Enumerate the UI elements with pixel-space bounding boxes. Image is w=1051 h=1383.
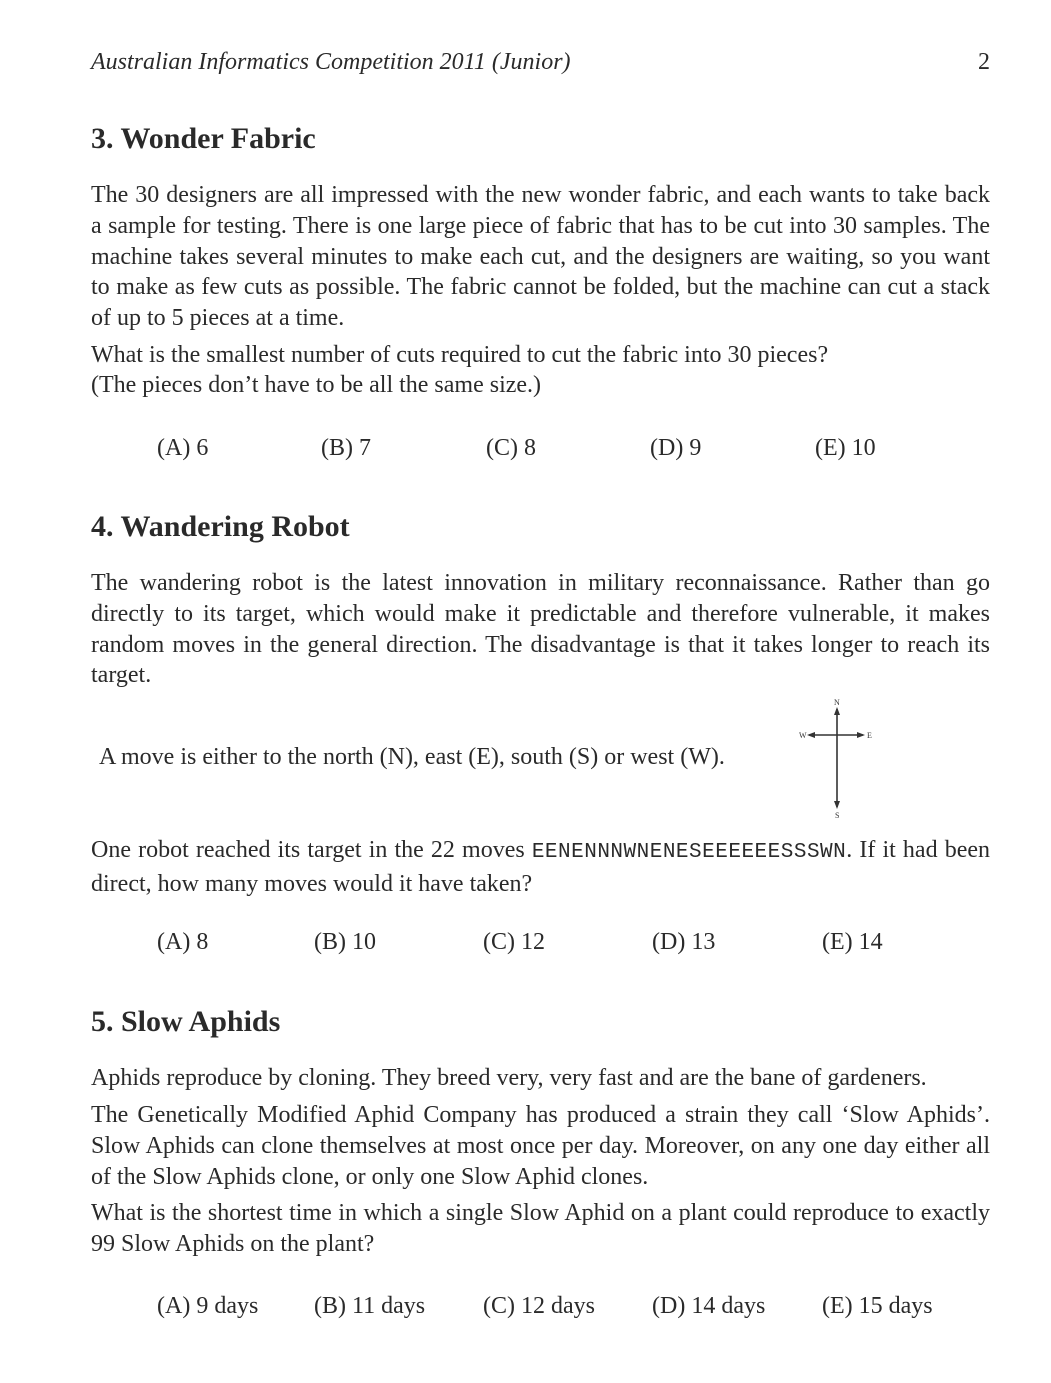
q4-question: [91, 835, 990, 900]
q5-paragraph-2: The Genetically Modified Aphid Company has produced a strain they call ‘Slow Aphids’. Slow Aphids can clone themselves at most once per day. Moreover, on any one day either all of the Slow Aphids clone, or only one Slow Aphid clones.: [91, 1102, 990, 1190]
q3-question-line1: What is the smallest number of cuts required to cut the fabric into 30 pieces?: [91, 342, 829, 368]
header-title: Australian Informatics Competition 2011 (Junior): [91, 49, 571, 75]
q3-option-c: (C) 8: [486, 435, 536, 461]
q4-option-a: (A) 8: [157, 929, 209, 955]
q4-question-pre: One robot reached its target in the 22 moves: [91, 837, 532, 863]
q5-paragraph-3: What is the shortest time in which a single Slow Aphid on a plant could reproduce to exactly 99 Slow Aphids on the plant?: [91, 1200, 990, 1257]
q4-options: [91, 927, 990, 957]
q4-option-b: (B) 10: [314, 929, 376, 955]
q4-option-d: (D) 13: [652, 929, 716, 955]
q3-paragraph: The 30 designers are all impressed with the new wonder fabric, and each wants to take back a sample for testing. There is one large piece of fabric that has to be cut into 30 samples. The machine takes several minutes to make each cut, and the designers are waiting, so you want to make as few cuts as possible. The fabric cannot be folded, but the machine can cut a stack of up to 5 pieces at a time.: [91, 182, 990, 332]
q5-option-e: (E) 15 days: [822, 1293, 933, 1319]
q3-option-e: (E) 10: [815, 435, 876, 461]
q3-option-d: (D) 9: [650, 435, 702, 461]
compass-label-s: S: [835, 811, 840, 820]
q5-option-d: (D) 14 days: [652, 1293, 766, 1319]
q5-option-c: (C) 12 days: [483, 1293, 595, 1319]
q5-options: [91, 1291, 990, 1321]
q4-option-e: (E) 14: [822, 929, 883, 955]
q4-question-post: . If it had been direct, how many moves would it have taken?: [91, 837, 990, 897]
q3-option-a: (A) 6: [157, 435, 209, 461]
q3-options: [91, 433, 990, 463]
q4-option-c: (C) 12: [483, 929, 545, 955]
running-header: [91, 46, 990, 78]
compass-label-n: N: [834, 698, 840, 707]
q4-move-text: A move is either to the north (N), east (E), south (S) or west (W).: [99, 744, 725, 770]
q4-move-sequence: EENENNNWNENESEEEEEESSSWN: [531, 841, 847, 864]
q4-heading: 4. Wandering Robot: [91, 510, 350, 543]
q5-option-b: (B) 11 days: [314, 1293, 426, 1319]
q5-heading: 5. Slow Aphids: [91, 1005, 281, 1038]
compass-cross: [807, 707, 865, 809]
compass-label-e: E: [867, 731, 872, 740]
q3-heading: 3. Wonder Fabric: [91, 122, 316, 155]
q5-paragraph-1: Aphids reproduce by cloning. They breed very, very fast and are the bane of gardeners.: [91, 1065, 927, 1091]
page-number: 2: [978, 49, 990, 75]
compass-label-w: W: [799, 731, 807, 740]
compass-rose-icon: [795, 697, 875, 821]
q4-paragraph: The wandering robot is the latest innovation in military reconnaissance. Rather than go directly to its target, which would make it predictable and therefore vulnerable, it makes random moves in the general direction. The disadvantage is that it takes longer to reach its target.: [91, 570, 990, 689]
q5-option-a: (A) 9 days: [157, 1293, 259, 1319]
q3-question-line2: (The pieces don’t have to be all the same size.): [91, 372, 542, 398]
q3-option-b: (B) 7: [321, 435, 371, 461]
